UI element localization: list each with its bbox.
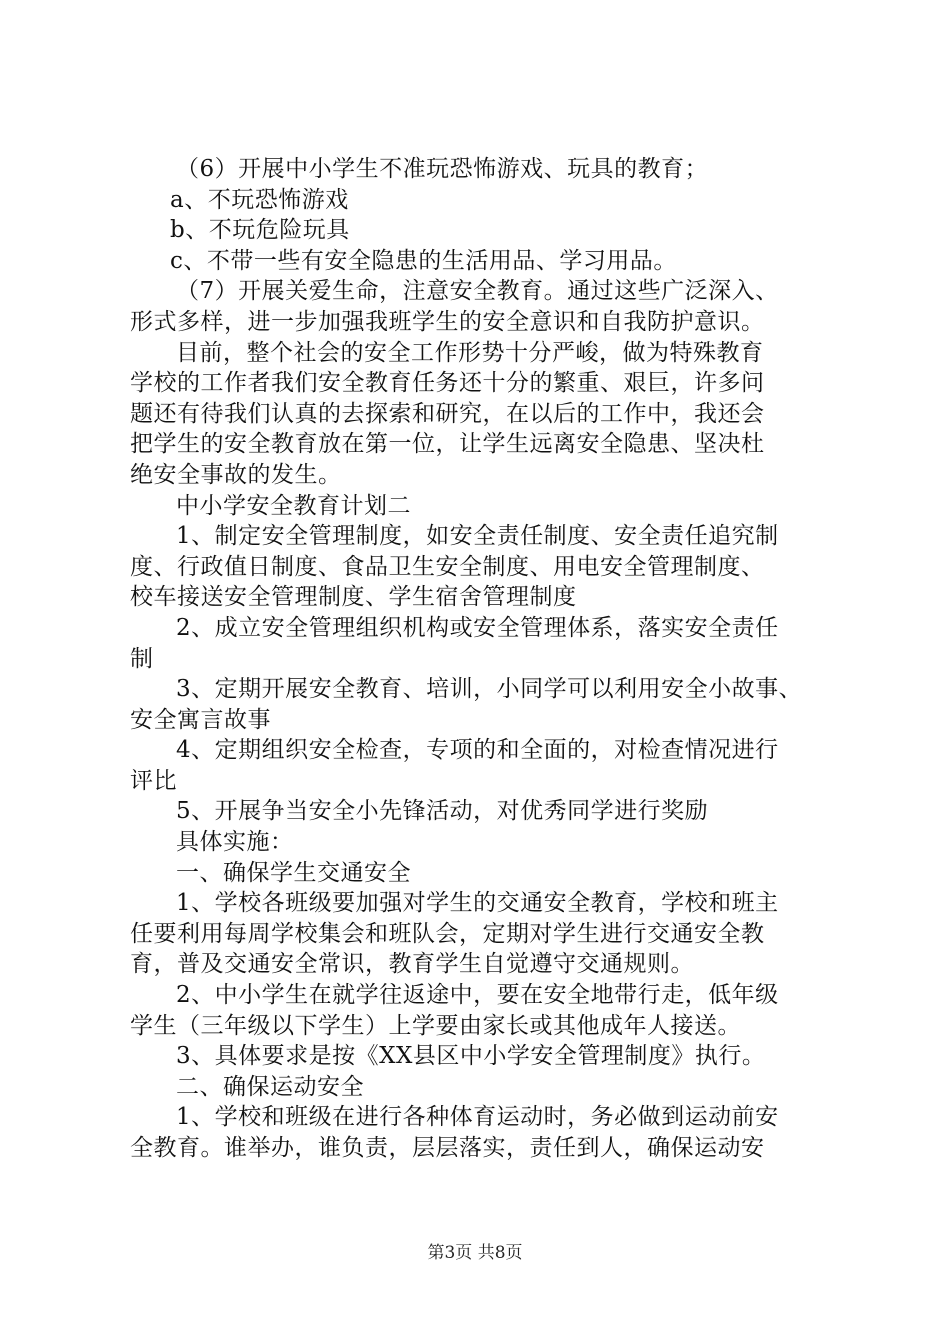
text-line: c、不带一些有安全隐患的生活用品、学习用品。: [170, 247, 677, 274]
text-line: 绝安全事故的发生。: [130, 461, 342, 488]
text-line: 3、定期开展安全教育、培训，小同学可以利用安全小故事、: [176, 676, 803, 703]
text-line: 制: [130, 645, 154, 672]
text-line: 目前，整个社会的安全工作形势十分严峻，做为特殊教育: [176, 339, 764, 366]
text-line: 1、学校各班级要加强对学生的交通安全教育，学校和班主: [176, 890, 779, 917]
section-heading: 中小学安全教育计划二: [176, 492, 411, 519]
text-line: 度、行政值日制度、食品卫生安全制度、用电安全管理制度、: [130, 553, 765, 580]
text-line: a、不玩恐怖游戏: [170, 186, 349, 213]
text-line: 1、制定安全管理制度，如安全责任制度、安全责任追究制: [176, 523, 779, 550]
text-line: 题还有待我们认真的去探索和研究，在以后的工作中，我还会: [130, 400, 765, 427]
text-line: 任要利用每周学校集会和班队会，定期对学生进行交通安全教: [130, 920, 765, 947]
text-line: 育，普及交通安全常识，教育学生自觉遵守交通规则。: [130, 951, 694, 978]
text-line: 校车接送安全管理制度、学生宿舍管理制度: [130, 584, 577, 611]
document-body: [130, 154, 832, 1164]
section-heading: 二、确保运动安全: [176, 1073, 364, 1100]
text-line: 评比: [130, 767, 177, 794]
text-line: 1、学校和班级在进行各种体育运动时，务必做到运动前安: [176, 1104, 779, 1131]
text-line: 形式多样，进一步加强我班学生的安全意识和自我防护意识。: [130, 308, 765, 335]
text-line: 学校的工作者我们安全教育任务还十分的繁重、艰巨，许多问: [130, 370, 765, 397]
text-line: （6）开展中小学生不准玩恐怖游戏、玩具的教育；: [176, 156, 709, 182]
text-line: （7）开展关爱生命，注意安全教育。通过这些广泛深入、: [176, 278, 779, 305]
text-line: 全教育。谁举办，谁负责，层层落实，责任到人，确保运动安: [130, 1135, 765, 1161]
text-line: 学生（三年级以下学生）上学要由家长或其他成年人接送。: [130, 1012, 741, 1039]
text-line: b、不玩危险玩具: [170, 217, 350, 244]
section-heading: 具体实施：: [176, 829, 294, 856]
text-line: 安全寓言故事: [130, 706, 271, 733]
text-line: 3、具体要求是按《XX县区中小学安全管理制度》执行。: [176, 1043, 766, 1070]
text-line: 2、中小学生在就学往返途中，要在安全地带行走，低年级: [176, 982, 779, 1009]
text-line: 把学生的安全教育放在第一位，让学生远离安全隐患、坚决杜: [130, 431, 765, 458]
text-line: 5、开展争当安全小先锋活动，对优秀同学进行奖励: [176, 798, 709, 825]
page-footer: 第3页 共8页: [427, 1243, 523, 1263]
section-heading: 一、确保学生交通安全: [176, 859, 411, 886]
text-line: 2、成立安全管理组织机构或安全管理体系，落实安全责任: [176, 614, 779, 641]
text-line: 4、定期组织安全检查，专项的和全面的，对检查情况进行: [176, 737, 779, 764]
